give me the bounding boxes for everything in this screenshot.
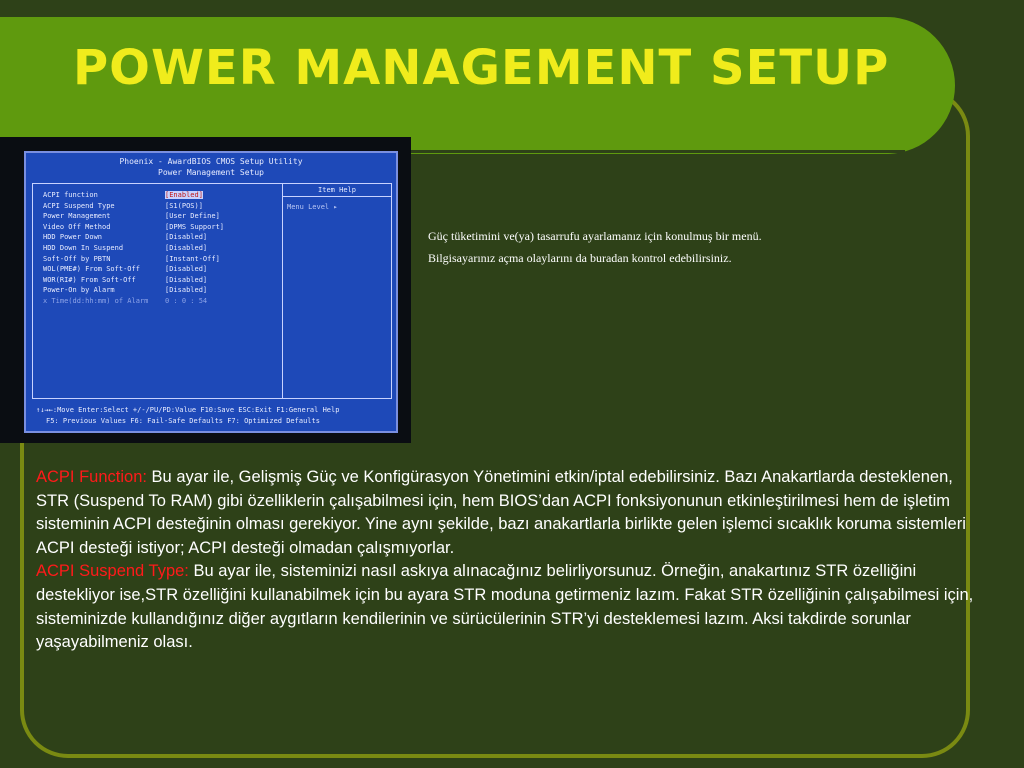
bios-item: Power Management [User Define] — [43, 212, 220, 221]
bios-item: WOL(PME#) From Soft-Off [Disabled] — [43, 265, 208, 274]
side-description — [428, 225, 948, 269]
bios-settings-list — [33, 184, 283, 398]
bios-item: ACPI Suspend Type [S1(POS)] — [43, 201, 203, 210]
bios-header-section: Power Management Setup — [158, 168, 264, 177]
bios-screenshot — [0, 137, 411, 443]
bios-item: ACPI function [Enabled] — [43, 191, 203, 199]
body-text — [36, 466, 986, 655]
slide-title: POWER MANAGEMENT SETUP — [73, 40, 890, 96]
bios-footer-keys: ↑↓→←:Move Enter:Select +/-/PU/PD:Value F10:Save ESC:Exit F1:General Help — [36, 406, 340, 414]
bios-footer-defaults: F5: Previous Values F6: Fail-Safe Defaults F7: Optimized Defaults — [46, 417, 320, 425]
bios-footer — [32, 405, 392, 427]
bios-header-utility: Phoenix - AwardBIOS CMOS Setup Utility — [119, 157, 303, 166]
bios-help-panel — [283, 184, 391, 398]
acpi-suspend-description: Bu ayar ile, sisteminizi nasıl askıya alınacağınız belirliyorsunuz. Örneğin, anakartınız STR özelliğini destekliyor ise,STR özelliğini kullanabilmek için bu ayara STR moduna getirmeniz lazım. Fakat STR özelliğinin çalışabilmesi için, sisteminizde kullandığınız diğer aygıtların kendilerinin ve sürücülerinin STR’yi desteklemesi lazım. Aksi takdirde sorunlar yaşayabilmeniz olası. — [36, 562, 974, 652]
bios-item-value-selected: [Enabled] — [165, 191, 203, 199]
bios-item: x Time(dd:hh:mm) of Alarm 0 : 0 : 54 — [43, 296, 208, 305]
side-line: Güç tüketimini ve(ya) tasarrufu ayarlamanız için konulmuş bir menü. — [428, 229, 762, 243]
bios-item: Soft-Off by PBTN [Instant-Off] — [43, 254, 220, 263]
acpi-function-term: ACPI Function: — [36, 468, 147, 486]
bios-help-title: Item Help — [283, 184, 391, 197]
bios-item: HDD Down In Suspend [Disabled] — [43, 243, 208, 252]
bios-item: Power-On by Alarm [Disabled] — [43, 286, 208, 295]
acpi-suspend-term: ACPI Suspend Type: — [36, 562, 189, 581]
acpi-suspend-paragraph — [36, 560, 986, 654]
acpi-function-description: Bu ayar ile, Gelişmiş Güç ve Konfigürasyon Yönetimini etkin/iptal edebilirsiniz. Bazı Anakartlarda desteklenen, STR (Suspend To RAM) gibi özelliklerin çalışabilmesi için, hem BIOS’dan ACPI fonksiyonunun etkinleştirilmesi hem de işletim sisteminin ACPI desteğinin olması gerekiyor. Yine aynı şekilde, bazı anakartlarla birlikte gelen işlemci sıcaklık koruma sistemleri ACPI desteği istiyor; ACPI desteği olmadan çalışmıyorlar. — [36, 468, 966, 557]
bios-screen — [24, 151, 398, 433]
acpi-function-paragraph — [36, 466, 986, 560]
bios-menu-box — [32, 183, 392, 399]
side-line: Bilgisayarınız açma olaylarını da buradan kontrol edebilirsiniz. — [428, 251, 732, 265]
bios-item: Video Off Method [DPMS Support] — [43, 222, 225, 231]
bios-help-body: Menu Level ▸ — [287, 203, 338, 211]
bios-item: WOR(RI#) From Soft-Off [Disabled] — [43, 275, 208, 284]
bios-item: HDD Power Down [Disabled] — [43, 233, 208, 242]
bios-header — [26, 153, 396, 178]
